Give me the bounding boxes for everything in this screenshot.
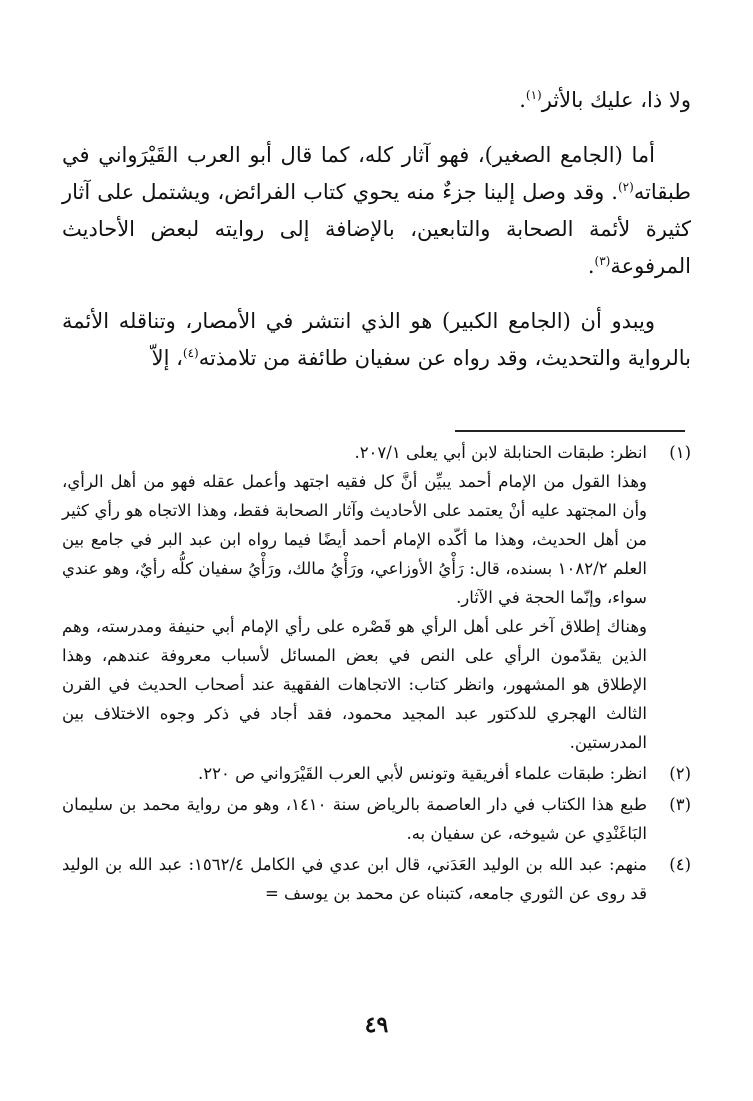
footnote-number: (١) (669, 443, 691, 462)
footnotes (62, 438, 691, 910)
paragraph-1-text: ولا ذا، عليك بالأثر (541, 88, 691, 112)
paragraph-3-text-b: ، إلاّ (151, 346, 183, 370)
footnote-line: وهناك إطلاق آخر على أهل الرأي هو قَصْره على رأي الإمام أبي حنيفة ومدرسته، وهم الذين يقدّمون الرأي على النص في بعض المسائل لأسباب معروفة عندهم، وهذا الإطلاق هو المشهور، وانظر كتاب: الاتجاهات الفقهية عند أصحاب الحديث في القرن الثالث الهجري للدكتور عبد المجيد محمود، فقد أجاد في ذكر وجوه الاختلاف بين المدرستين. (62, 617, 647, 752)
footnote-number: (٣) (669, 795, 691, 814)
footnote-body (62, 759, 647, 788)
footnote-number: (٤) (669, 855, 691, 874)
footnote-ref-1[interactable]: (١) (525, 88, 542, 102)
footnote-ref-2[interactable]: (٢) (617, 180, 634, 194)
paragraph-2-end: . (587, 254, 595, 278)
page-number: ٤٩ (364, 1012, 389, 1038)
footnote-line: منهم: عبد الله بن الوليد العَدَني، قال ابن عدي في الكامل ١٥٦٢/٤: عبد الله بن الوليد قد روى عن الثوري جامعه، كتبناه عن محمد بن يوسف = (62, 855, 647, 903)
footnote-number: (٢) (669, 764, 691, 783)
footnote-line: انظر: طبقات علماء أفريقية وتونس لأبي العرب القَيْرَواني ص ٢٢٠. (198, 764, 647, 783)
paragraph-3 (62, 303, 691, 377)
footnote-line: وهذا القول من الإمام أحمد يبيِّن أنَّ كل فقيه اجتهد وأعمل عقله فهو من أهل الرأي، وأن المجتهد عليه أنْ يعتمد على الأحاديث وآثار الصحابة فقط، وهذا الاتجاه هو رأي كثير من أهل الحديث، وهذا ما أكّده الإمام أحمد أيضًا فيما رواه ابن عبد البر في جامع بين العلم ١٠٨٢/٢ بسنده، قال: رَأْيُ الأوزاعي، ورَأْيُ مالك، ورَأْيُ سفيان كلُّه رأيٌ، وهو عندي سواء، وإنّما الحجة في الآثار. (62, 472, 647, 607)
footnote-body (62, 790, 647, 848)
footnote-body (62, 438, 647, 757)
footnote-body (62, 850, 647, 908)
footnote-line: طبع هذا الكتاب في دار العاصمة بالرياض سنة ١٤١٠، وهو من رواية محمد بن سليمان البَاغَنْدِي عن شيوخه، عن سفيان به. (62, 795, 647, 843)
footnote-4 (62, 850, 691, 908)
paragraph-1 (62, 82, 691, 119)
footnote-line: انظر: طبقات الحنابلة لابن أبي يعلى ٢٠٧/١. (354, 443, 647, 462)
paragraph-2-text-b: . وقد وصل إلينا جزءٌ منه يحوي كتاب الفرائض، ويشتمل على آثار كثيرة لأئمة الصحابة والتابعين، بالإضافة إلى روايته لبعض الأحاديث المرفوعة (62, 180, 691, 278)
footnote-2 (62, 759, 691, 788)
paragraph-1-end: . (519, 88, 526, 112)
footnote-1 (62, 438, 691, 757)
footnote-3 (62, 790, 691, 848)
footnote-separator (455, 430, 685, 432)
footnote-ref-4[interactable]: (٤) (182, 346, 199, 360)
paragraph-3-text-a: ويبدو أن (الجامع الكبير) هو الذي انتشر في الأمصار، وتناقله الأئمة بالرواية والتحديث، وقد رواه عن سفيان طائفة من تلامذته (62, 309, 691, 370)
main-text (62, 82, 691, 377)
paragraph-2-text-a: أما (الجامع الصغير)، فهو آثار كله، كما قال أبو العرب القَيْرَواني في طبقاته (62, 143, 691, 204)
paragraph-2 (62, 137, 691, 285)
footnote-ref-3[interactable]: (٣) (594, 254, 611, 268)
